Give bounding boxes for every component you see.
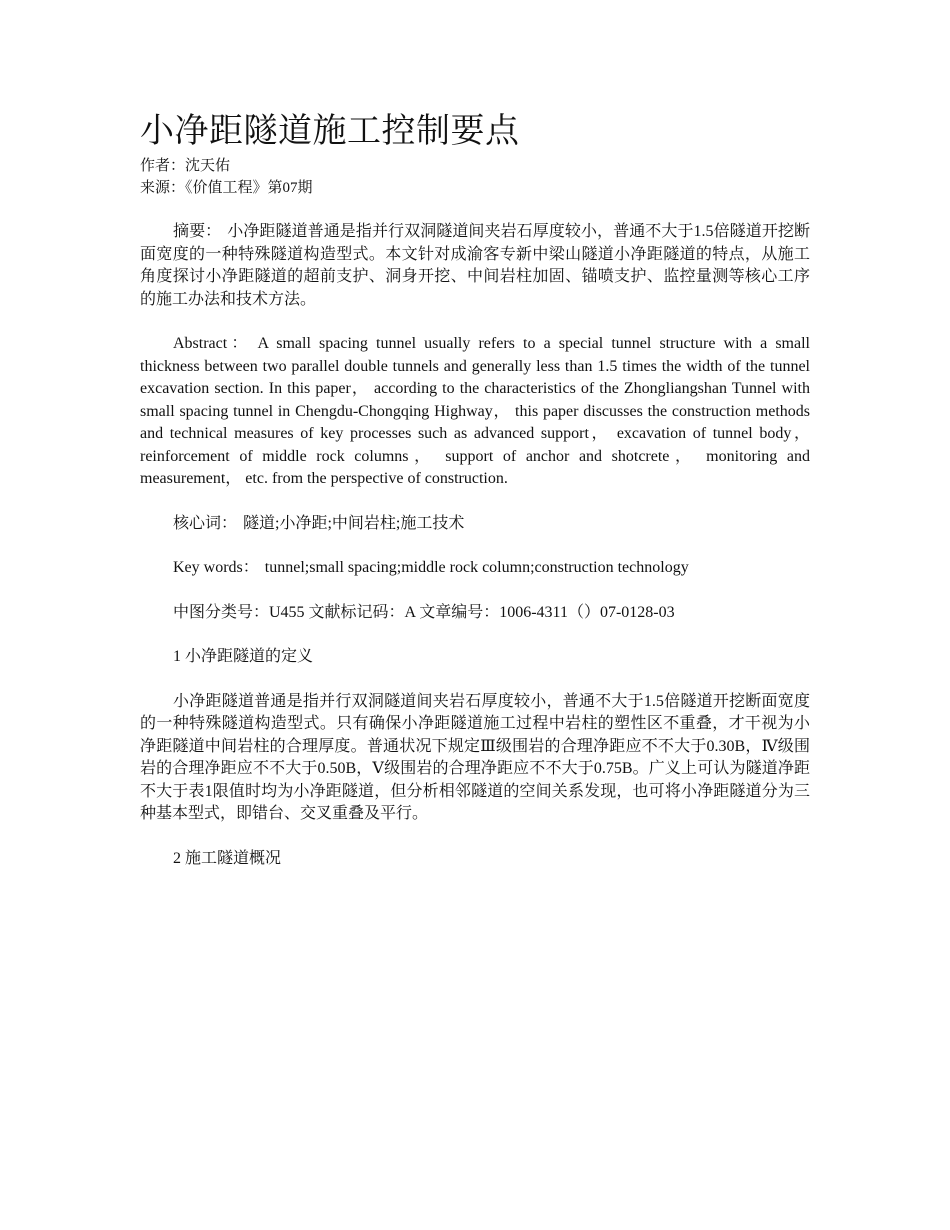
abstract-en-label: Abstract：: [173, 335, 252, 352]
abstract-cn-text: 小净距隧道普通是指并行双洞隧道间夹岩石厚度较小，普通不大于1.5倍隧道开挖断面宽度的一种特殊隧道构造型式。本文针对成渝客专新中梁山隧道小净距隧道的特点，从施工角度探讨小净距隧道的超前支护、洞身开挖、中间岩柱加固、锚喷支护、监控量测等核心工序的施工办法和技术方法。: [140, 223, 810, 308]
article-title: 小净距隧道施工控制要点: [140, 113, 520, 150]
source-line: 来源：《价值工程》第07期: [140, 180, 313, 196]
section-2-heading: 2 施工隧道概况: [173, 849, 282, 867]
keywords-cn: [140, 513, 810, 536]
author-line: 作者：沈天佑: [140, 158, 231, 174]
keywords-en-label: Key words：: [173, 559, 259, 576]
abstract-cn-label: 摘要：: [173, 223, 222, 240]
keywords-en: [140, 557, 810, 580]
document-page: [140, 110, 810, 892]
section-1-body: 小净距隧道普通是指并行双洞隧道间夹岩石厚度较小，普通不大于1.5倍隧道开挖断面宽度的一种特殊隧道构造型式。只有确保小净距隧道施工过程中岩柱的塑性区不重叠，才干视为小净距隧道中间岩柱的合理厚度。普通状况下规定Ⅲ级围岩的合理净距应不不大于0.30B，Ⅳ级围岩的合理净距应不不大于0.50B，Ⅴ级围岩的合理净距应不不大于0.75B。广义上可认为隧道净距不大于表1限值时均为小净距隧道，但分析相邻隧道的空间关系发现，也可将小净距隧道分为三种基本型式，即错台、交叉重叠及平行。: [140, 692, 810, 822]
section-1-heading: 1 小净距隧道的定义: [173, 648, 314, 665]
abstract-en: [140, 333, 810, 491]
keywords-cn-label: 核心词：: [173, 514, 238, 532]
keywords-cn-text: 隧道;小净距;中间岩柱;施工技术: [243, 514, 465, 532]
article-meta: [140, 155, 810, 199]
abstract-en-text: A small spacing tunnel usually refers to a special tunnel structure with a small thickness between two parallel double tunnels and generally less than 1.5 times the width of the tunnel excavation section. In this paper， according to the characteristics of the Zhongliangshan Tunnel with small spacing tunnel in Chengdu-Chongqing Highway， this paper discusses the construction methods and technical measures of key processes such as advanced support， excavation of tunnel body， reinforcement of middle rock columns， support of anchor and shotcrete， monitoring and measurement， etc. from the perspective of construction.: [140, 335, 810, 487]
classification-line: 中图分类号：U455 文献标记码：A 文章编号：1006-4311（）07-0128-03: [173, 603, 675, 621]
keywords-en-text: tunnel;small spacing;middle rock column;construction technology: [264, 559, 689, 576]
abstract-cn: [140, 221, 810, 311]
